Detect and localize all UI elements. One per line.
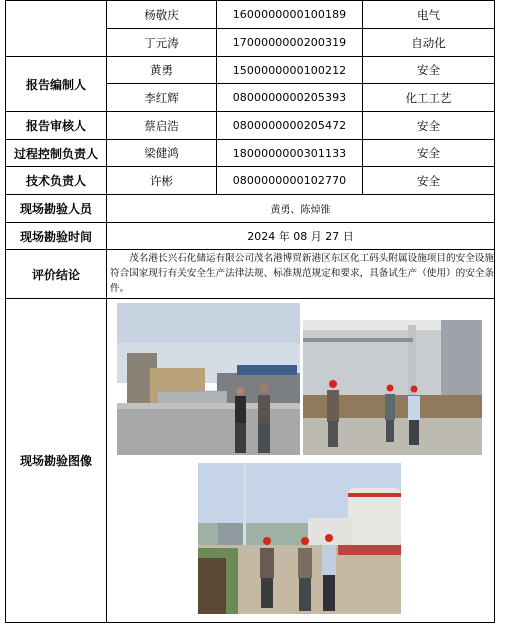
survey-time-value: 2024 年 08 月 27 日 xyxy=(247,230,354,243)
person-name: 杨敬庆 xyxy=(144,7,179,22)
survey-people-value: 黄勇、陈焯锥 xyxy=(270,205,331,216)
col-rule xyxy=(494,0,495,623)
person-specialty: 安全 xyxy=(417,173,440,188)
label-technical-lead: 技术负责人 xyxy=(25,174,86,188)
site-photo-tanks xyxy=(303,320,482,455)
site-photo-road xyxy=(198,463,401,614)
row-rule xyxy=(5,622,495,623)
person-specialty: 电气 xyxy=(417,7,440,22)
site-photo-gate xyxy=(117,303,300,455)
label-conclusion: 评价结论 xyxy=(31,267,80,282)
person-cert-number: 0800000000205472 xyxy=(232,119,347,132)
person-cert-number: 1700000000200319 xyxy=(232,36,347,49)
person-name: 许彬 xyxy=(150,173,173,188)
conclusion-text: 茂名港长兴石化储运有限公司茂名港博贸新港区东区化工码头附属设施项目的安全设施符合国家现行有关安全生产法律法规、标准规范规定和要求，具备试生产（使用）的安全条件。 xyxy=(110,253,494,294)
label-survey-people: 现场勘验人员 xyxy=(19,202,92,216)
person-specialty: 安全 xyxy=(417,63,440,77)
label-process-control-lead: 过程控制负责人 xyxy=(13,146,98,161)
person-cert-number: 1600000000100189 xyxy=(232,8,347,21)
person-cert-number: 0800000000205393 xyxy=(232,91,347,104)
person-specialty: 安全 xyxy=(417,146,440,160)
person-cert-number: 1800000000301133 xyxy=(232,146,347,160)
label-report-compiler: 报告编制人 xyxy=(25,77,86,92)
label-survey-images: 现场勘验图像 xyxy=(19,454,92,468)
label-report-reviewer: 报告审核人 xyxy=(25,119,86,133)
person-name: 蔡启浩 xyxy=(144,118,179,133)
person-specialty: 化工工艺 xyxy=(405,90,452,105)
person-name: 丁元涛 xyxy=(144,35,179,50)
person-name: 李红辉 xyxy=(144,90,179,105)
person-specialty: 安全 xyxy=(417,118,440,133)
label-survey-time: 现场勘验时间 xyxy=(19,229,92,244)
person-name: 黄勇 xyxy=(150,63,173,77)
person-specialty: 自动化 xyxy=(411,35,446,50)
person-cert-number: 1500000000100212 xyxy=(232,63,347,77)
person-cert-number: 0800000000102770 xyxy=(232,174,347,187)
person-name: 梁健鸿 xyxy=(144,146,179,160)
